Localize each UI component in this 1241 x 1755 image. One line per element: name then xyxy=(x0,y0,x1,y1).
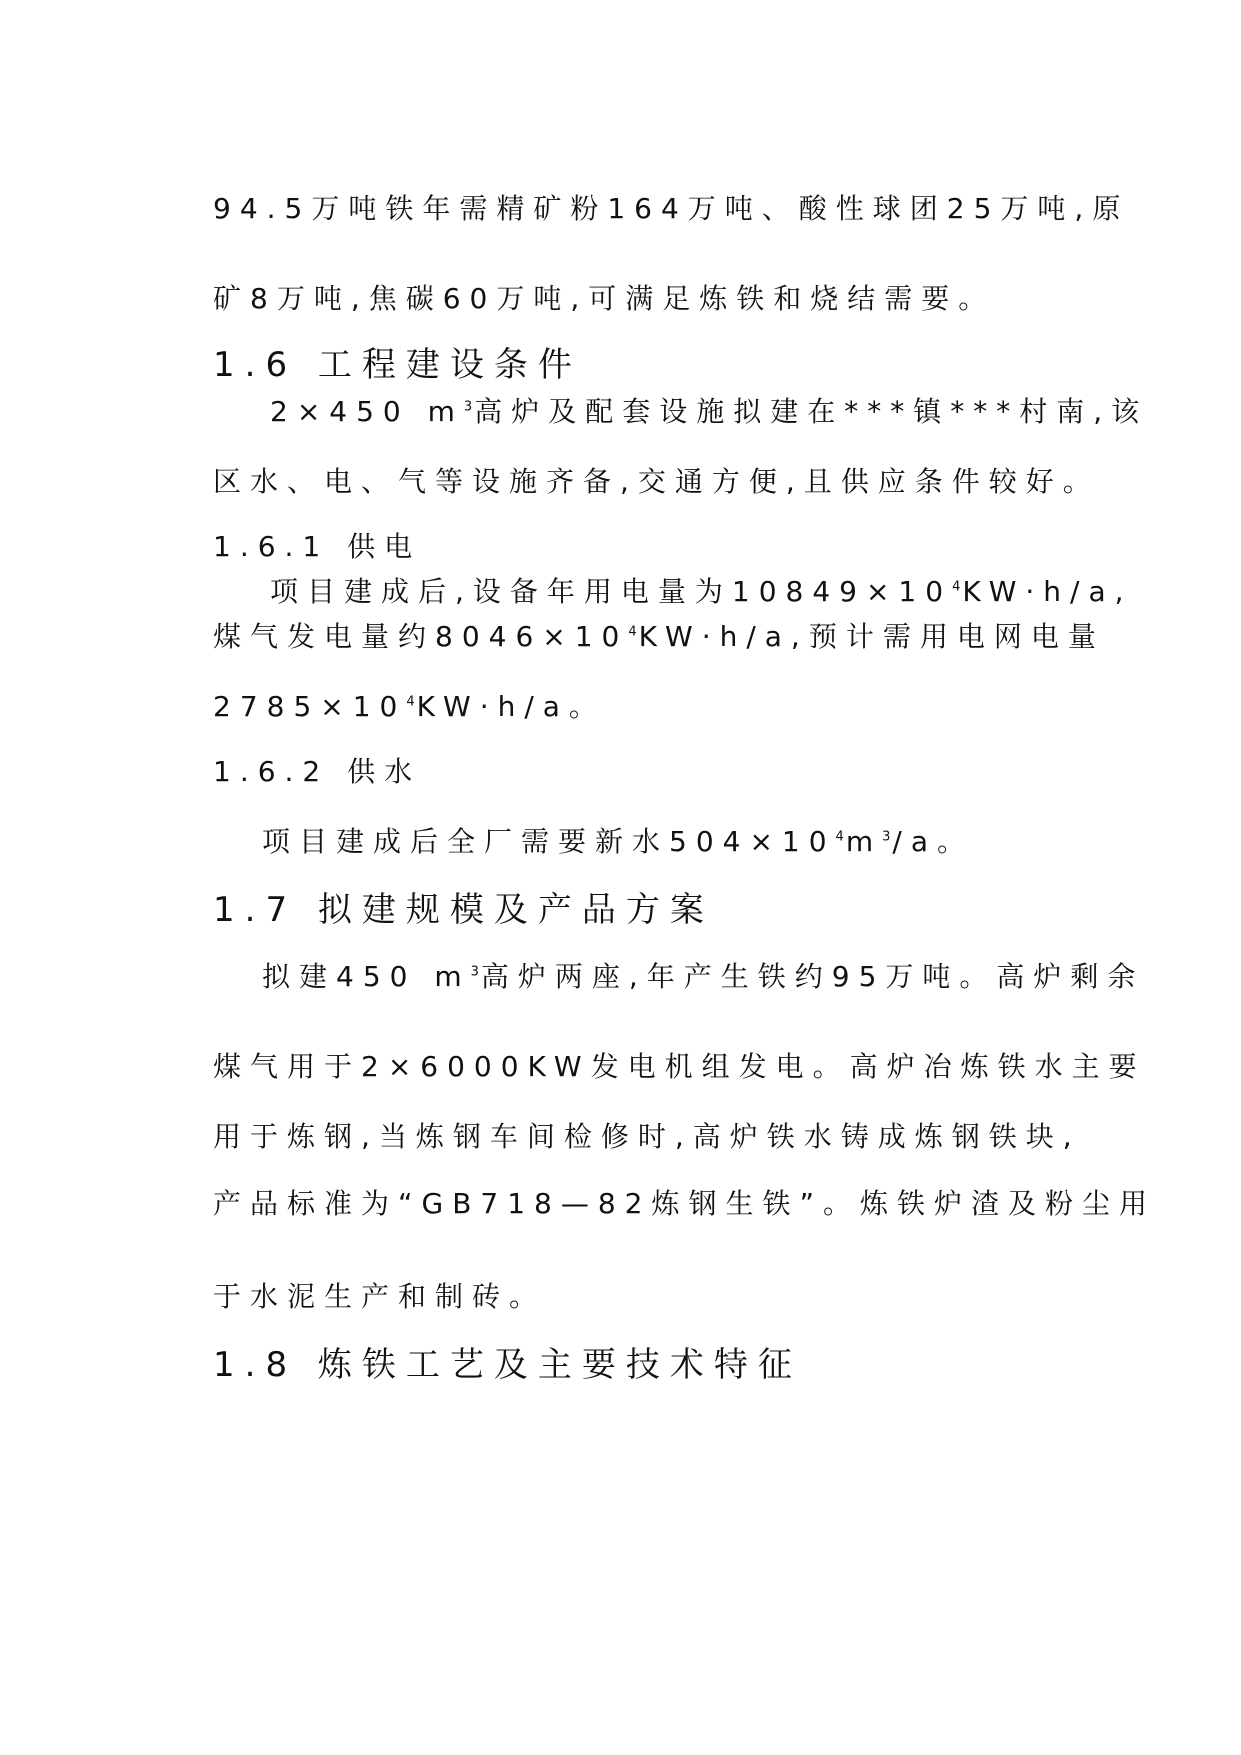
section-heading-1-6-1: 1.6.1 供电 xyxy=(213,530,422,563)
text-run: 煤气发电量约8046×10 xyxy=(213,620,629,653)
text-run: KW·h/a。 xyxy=(416,690,606,723)
section-heading-1-7: 1.7 拟建规模及产品方案 xyxy=(213,890,714,930)
superscript: 3 xyxy=(882,829,893,845)
superscript: 4 xyxy=(406,694,417,710)
superscript: 3 xyxy=(470,964,481,980)
superscript: 3 xyxy=(463,399,475,415)
paragraph-line: 于水泥生产和制砖。 xyxy=(213,1280,547,1313)
text-run: 项目建成后全厂需要新水504×10 xyxy=(262,825,836,858)
text-run: 拟建450 m xyxy=(262,960,471,993)
text-run: KW·h/a, xyxy=(962,575,1133,608)
paragraph-line: 矿8万吨,焦碳60万吨,可满足炼铁和烧结需要。 xyxy=(213,282,996,315)
section-heading-1-6: 1.6 工程建设条件 xyxy=(213,345,582,385)
text-run: /a。 xyxy=(892,825,974,858)
superscript: 4 xyxy=(835,829,846,845)
paragraph-line: 94.5万吨铁年需精矿粉164万吨、酸性球团25万吨,原 xyxy=(213,192,1130,225)
superscript: 4 xyxy=(628,624,639,640)
text-run: 2×450 m xyxy=(270,395,464,428)
section-heading-1-8: 1.8 炼铁工艺及主要技术特征 xyxy=(213,1345,802,1385)
paragraph-line: 产品标准为“GB718—82炼钢生铁”。炼铁炉渣及粉尘用 xyxy=(213,1187,1156,1220)
text-run: m xyxy=(845,825,883,858)
paragraph-line xyxy=(262,960,1145,993)
paragraph-line xyxy=(262,825,974,858)
paragraph-line xyxy=(213,620,1105,653)
text-run: 2785×10 xyxy=(213,690,407,723)
paragraph-line: 煤气用于2×6000KW发电机组发电。高炉冶炼铁水主要 xyxy=(213,1050,1146,1083)
paragraph-line: 用于炼钢,当炼钢车间检修时,高炉铁水铸成炼钢铁块, xyxy=(213,1120,1081,1153)
paragraph-line xyxy=(270,395,1149,428)
section-heading-1-6-2: 1.6.2 供水 xyxy=(213,755,422,788)
paragraph-line xyxy=(270,575,1133,608)
text-run: 高炉及配套设施拟建在***镇***村南,该 xyxy=(474,395,1149,428)
text-run: KW·h/a,预计需用电网电量 xyxy=(638,620,1105,653)
text-run: 项目建成后,设备年用电量为10849×10 xyxy=(270,575,953,608)
superscript: 4 xyxy=(952,579,963,595)
paragraph-line: 区水、电、气等设施齐备,交通方便,且供应条件较好。 xyxy=(213,465,1100,498)
paragraph-line xyxy=(213,690,606,723)
text-run: 高炉两座,年产生铁约95万吨。高炉剩余 xyxy=(480,960,1145,993)
